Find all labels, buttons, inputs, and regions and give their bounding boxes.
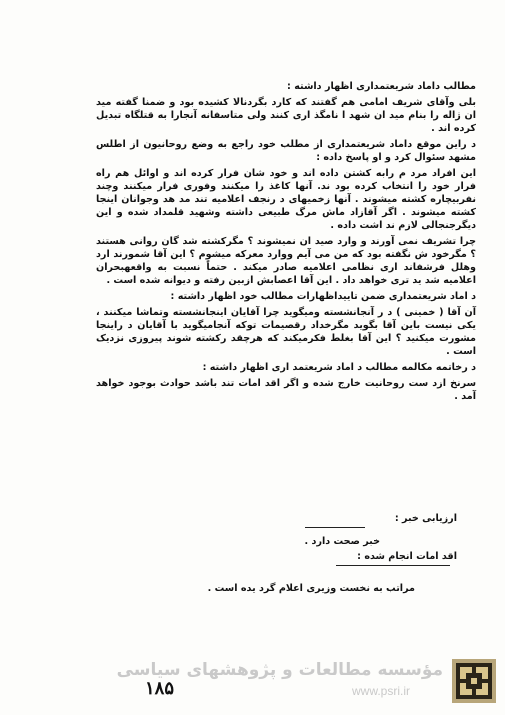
paragraph: د رخاتمه مکالمه مطالب د اماد شریعتمد اری اظهار داشته : xyxy=(202,362,476,373)
source-note-text: خبر صحت دارد . xyxy=(304,536,380,547)
watermark-url: www.psri.ir xyxy=(351,684,410,698)
document-heading: مطالب داماد شریعتمداری اظهار داشته : xyxy=(287,81,476,92)
paragraph: این افراد مرد م رابه کشتن داده اند و خود شان فرار کرده اند و اوائل هم راه فرار خود را انتخاب کرده بود ند. آنها کاغذ را میکنند وفوری فرار میکنند وچند نفربیچاره کشته میشوند . آنها زخمیهای د رنجف اعلامیه تند مد هد وجوانان اینجا کشته میشوند . اگر آقازاد ماش مرگ طبیعی داشته وشهید قلمداد شده و این دیگرجنجالی لازم ند اشت داده . xyxy=(96,168,476,231)
assessment-label: ارزیابی خبر : xyxy=(394,513,457,524)
watermark-title: مؤسسه مطالعات و پژوهشهای سیاسی xyxy=(116,660,443,680)
footer xyxy=(0,649,505,715)
underline xyxy=(336,565,450,566)
source-note xyxy=(305,536,380,547)
paragraph: چرا تشریف نمی آورند و وارد صید ان نمیشوند ؟ مگرکشته شد گان روانی هستند ؟ مگرخود ش نگفته بود که من می آیم ووارد معرکه میشوم ؟ این آقا شمورند ارد وهلل فرشفاند اری نظامی اعلامیه صادر میکند . حتماً نسبت به واقعهبحران اعلامیه شد ید تری خواهد داد . این آقا اعصابش ازبین رفته و دیوانه شده است . xyxy=(96,236,476,286)
page-number: ۱۸۵ xyxy=(145,678,175,699)
paragraph: د اماد شریعتمداری ضمن تاییداظهارات مطالب خود اظهار داشته : xyxy=(170,291,476,302)
paragraph: سرنخ ازد ست روحانیت خارج شده و اگر اقد امات تند باشد حوادث بوجود خواهد آمد . xyxy=(96,378,476,402)
underline xyxy=(305,527,365,528)
paragraph: بلی وآقای شریف امامی هم گفتند که کارد بگردنالا کشیده بود و ضمنا گفته مید ان ژاله را بنام مید ان شهد ا نامگذ اری کنند ولی متاسفانه آنجارا به قتلگاه تبدیل کرده اند . xyxy=(96,97,476,134)
assessment-field xyxy=(395,513,457,524)
actions-label: اقد امات انجام شده : xyxy=(357,551,457,562)
closing-note: مراتب به نخست وزیری اعلام گرد یده است . xyxy=(207,583,415,594)
paragraph: آن آقا ( خمینی ) د ر آنجانشسته ومیگوید چرا آقایان اینجانشسته وتماشا میکنند ، یکی نیست باین آقا بگوید مگرخداد رقصیمات توکه آنجامیگوید با آقایان د راینجا مشورت میکنید ؟ این آقا بغلط فکرمیکند که هرچقد رکشته شوند پیروزی نزدیک است . xyxy=(96,307,476,357)
institute-logo-icon xyxy=(452,659,496,703)
document-body xyxy=(96,80,476,406)
actions-field xyxy=(357,551,457,562)
paragraph: د راین موقع داماد شریعتمداری از مطلب خود راجع به وضع روحانیون از اطلس مشهد سئوال کرد و او پاسخ داده : xyxy=(96,139,476,163)
